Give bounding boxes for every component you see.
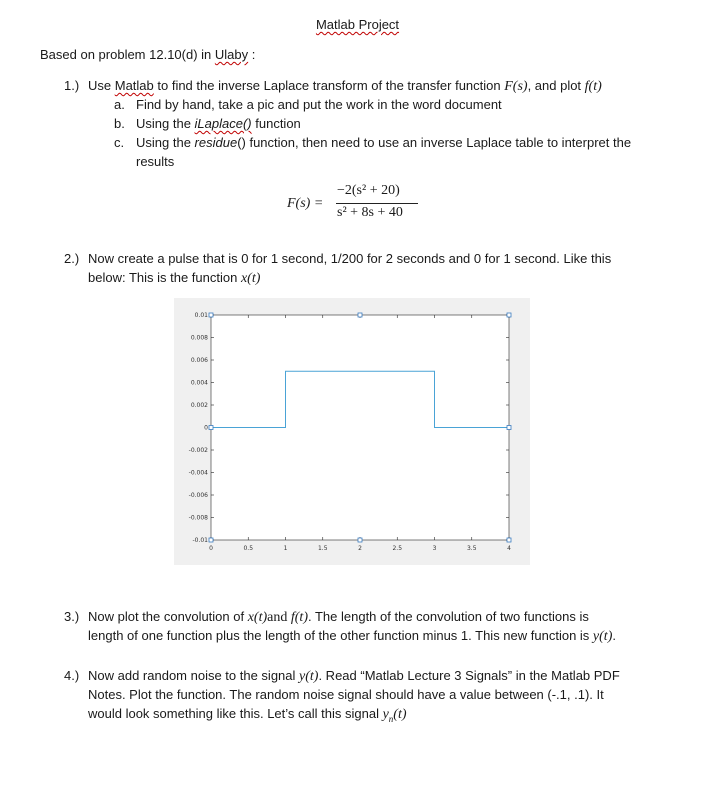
subitem-c-letter: c.: [114, 135, 125, 150]
item4-line3-text: would look something like this. Let’s call this signal: [88, 706, 383, 721]
figure-resize-handle[interactable]: [358, 538, 362, 542]
item1-text: [88, 78, 602, 95]
intro-prefix: Based on problem 12.10(d) in: [40, 47, 215, 62]
item2-line2: [88, 270, 260, 287]
item3-number: 3.): [64, 609, 80, 624]
y-tick-label: 0.006: [190, 357, 208, 364]
item3-t1: Now plot the convolution of: [88, 609, 248, 624]
y-tick-label: -0.008: [188, 514, 208, 522]
x-tick-label: 3.5: [466, 545, 477, 552]
item3-t2: . The length of the convolution of two functions is: [307, 609, 589, 624]
item4-number: 4.): [64, 668, 80, 683]
item4-t1: Now add random noise to the signal: [88, 668, 300, 683]
subitem-b-post: function: [251, 116, 301, 131]
subitem-b-func: iLaplace(): [194, 116, 252, 131]
figure-resize-handle[interactable]: [209, 538, 213, 542]
y-tick-label: -0.01: [192, 537, 208, 544]
y-tick-label: 0: [204, 424, 208, 432]
item3-xt: x(t): [247, 610, 268, 625]
item4-line2: Notes. Plot the function. The random noise signal should have a value between (-.1, .1). It: [88, 687, 604, 702]
item3-line2: [88, 628, 616, 645]
item1-text-b: to find the inverse Laplace transform of the transfer function: [153, 78, 505, 93]
item1-ft: f(t): [584, 79, 602, 94]
item3-line1: [88, 609, 589, 626]
subitem-c-func: residue: [194, 135, 238, 150]
y-tick-label: -0.004: [188, 469, 208, 477]
subitem-a-text: Find by hand, take a pic and put the work in the word document: [136, 97, 502, 112]
item1-text-a: Use: [88, 78, 115, 93]
subitem-a-letter: a.: [114, 97, 125, 112]
figure-resize-handle[interactable]: [507, 426, 511, 430]
figure-resize-handle[interactable]: [507, 313, 511, 317]
subitem-b-pre: Using the: [136, 116, 195, 131]
item2-xt: x(t): [240, 271, 261, 286]
fraction-bar: [336, 203, 418, 204]
x-tick-label: 4: [507, 545, 511, 552]
item3-line2-text: length of one function plus the length of the other function minus 1. This new function is: [88, 628, 593, 643]
item3-ft: f(t): [290, 610, 308, 625]
item3-end: .: [612, 628, 616, 643]
page-title: [0, 17, 715, 32]
item1-Fs: F(s): [504, 79, 528, 94]
pulse-plot-figure: [174, 298, 530, 565]
item2-number: 2.): [64, 251, 80, 266]
pulse-plot: [174, 298, 530, 565]
item4-yn-sub: n: [388, 713, 394, 724]
intro-book: Ulaby: [214, 47, 249, 62]
item4-yn-tail: (t): [393, 707, 407, 722]
item4-t2: . Read “Matlab Lecture 3 Signals” in the Matlab PDF: [318, 668, 620, 683]
y-tick-label: 0.002: [190, 402, 208, 409]
intro-suffix: :: [248, 47, 256, 62]
intro-line: [40, 47, 255, 62]
figure-resize-handle[interactable]: [209, 426, 213, 430]
item2-line2-text: below: This is the function: [88, 270, 241, 285]
item4-line3: [88, 706, 407, 724]
x-tick-label: 2: [358, 545, 362, 552]
item1-number: 1.): [64, 78, 80, 93]
x-tick-label: 1: [283, 545, 288, 552]
item1-matlab: Matlab: [114, 78, 154, 93]
item1-text-c: , and plot: [527, 78, 585, 93]
y-tick-label: 0.01: [194, 312, 208, 319]
y-tick-label: -0.006: [188, 492, 208, 499]
subitem-b-text: [136, 116, 301, 131]
equation-denominator: s² + 8s + 40: [337, 205, 403, 220]
x-tick-label: 1.5: [317, 545, 328, 552]
item4-yn: [383, 707, 407, 722]
y-tick-label: 0.008: [190, 334, 208, 342]
equation-lhs: F(s) =: [287, 196, 324, 211]
subitem-b-letter: b.: [114, 116, 125, 131]
x-tick-label: 3: [432, 545, 437, 552]
x-tick-label: 0.5: [243, 545, 254, 552]
figure-resize-handle[interactable]: [209, 313, 213, 317]
subitem-c-pre: Using the: [136, 135, 195, 150]
y-tick-label: 0.004: [190, 379, 208, 387]
subitem-c-post: () function, then need to use an inverse Laplace table to interpret the: [237, 135, 632, 150]
item3-yt: y(t): [592, 629, 613, 644]
subitem-c-cont: results: [136, 154, 175, 169]
item4-line1: [88, 668, 620, 685]
x-tick-label: 0: [209, 545, 213, 552]
item3-and: and: [267, 610, 291, 625]
item4-yt: y(t): [299, 669, 319, 684]
equation-numerator: −2(s² + 20): [337, 183, 400, 198]
x-tick-label: 2.5: [392, 545, 403, 552]
figure-resize-handle[interactable]: [358, 313, 362, 317]
figure-resize-handle[interactable]: [507, 538, 511, 542]
subitem-c-text: [136, 135, 631, 150]
transfer-function-equation: [287, 183, 427, 225]
item4-yn-base: y: [382, 707, 389, 722]
y-tick-label: -0.002: [188, 447, 208, 454]
title-text: Matlab Project: [315, 17, 400, 32]
item2-line1: Now create a pulse that is 0 for 1 second, 1/200 for 2 seconds and 0 for 1 second. Like this: [88, 251, 612, 266]
